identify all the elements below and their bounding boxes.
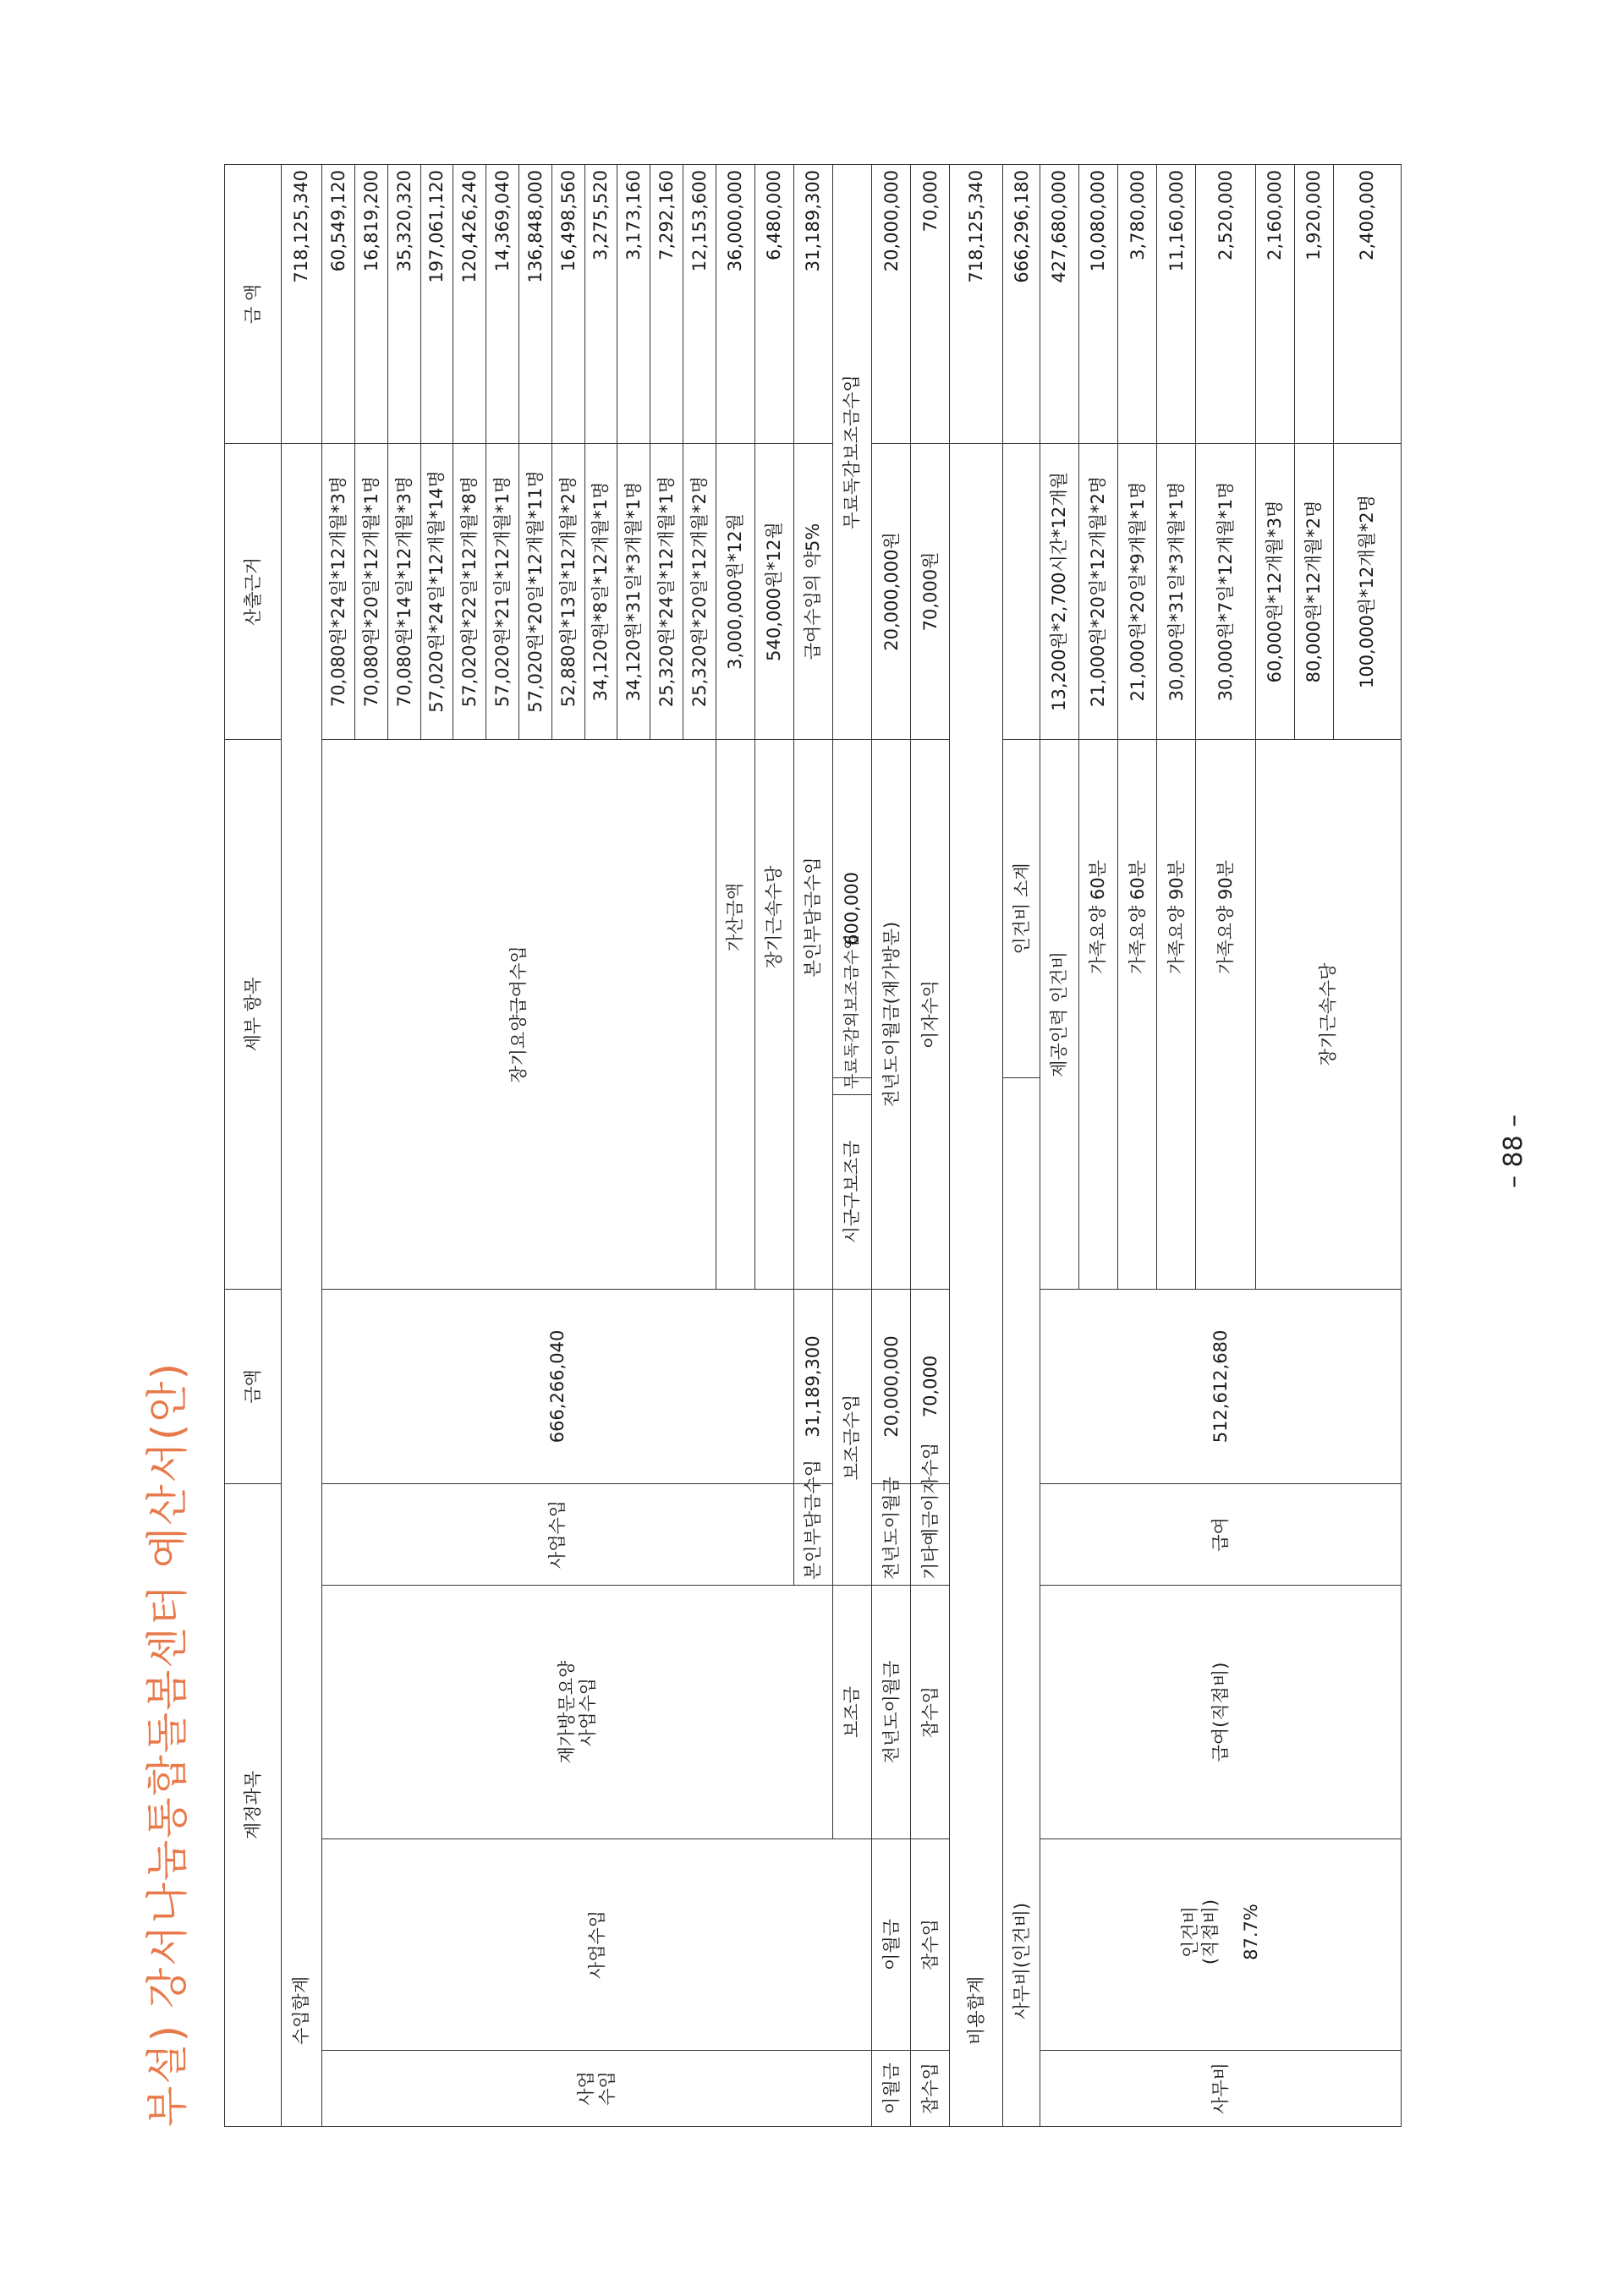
self-pay-section: 본인부담금수입 <box>793 1483 832 1585</box>
expense-group: 사무비 <box>1040 2051 1401 2127</box>
carryover-basis: 20,000,000원 <box>872 443 911 739</box>
longevity-amount: 2,160,000 <box>1255 164 1294 443</box>
ltc-amount: 60,549,120 <box>322 164 355 443</box>
extra-item: 가산금액 <box>716 739 754 1094</box>
section-business-amount: 666,266,040 <box>322 1289 794 1483</box>
expense-total-label: 비용합계 <box>950 443 1003 2050</box>
header-account: 계정과목 <box>225 1483 282 2126</box>
expense-subject: 급여(직접비) <box>1040 1586 1401 1839</box>
expense-sub <box>1040 1839 1401 2025</box>
expense-total-row <box>950 164 1003 2126</box>
misc-section: 기타예금이자수입 <box>911 1483 950 1585</box>
misc-item: 이자수익 <box>911 739 950 1289</box>
header-total: 금 액 <box>225 164 282 443</box>
ltc-amount: 3,173,160 <box>617 164 650 443</box>
ltc-basis: 34,120원*31일*3개월*1명 <box>617 443 650 739</box>
document-title: 부설) 강서나눔통합돌봄센터 예산서(안) <box>143 1361 192 2127</box>
extra-basis: 540,000원*12월 <box>754 443 793 739</box>
section-business-income: 사업수입 <box>322 1483 794 1585</box>
income-total-amount: 718,125,340 <box>281 164 322 443</box>
salary-item: 가족요양 60분 <box>1118 739 1157 1094</box>
income-total-label: 수입합계 <box>281 443 322 2050</box>
ltc-amount: 120,426,240 <box>453 164 486 443</box>
self-pay-basis: 급여수입의 약5% <box>793 443 832 739</box>
salary-basis: 30,000원*31일*3개월*1명 <box>1157 443 1196 739</box>
header-basis: 산출근거 <box>225 443 282 739</box>
ltc-basis: 70,080원*24일*12개월*3명 <box>322 443 355 739</box>
budget-table <box>224 164 1402 2127</box>
salary-item: 가족요양 60분 <box>1079 739 1118 1094</box>
personnel-row <box>1003 164 1040 2126</box>
ltc-basis: 57,020원*24일*12개월*14명 <box>420 443 453 739</box>
salary-amount: 3,780,000 <box>1118 164 1157 443</box>
ltc-basis: 57,020원*20일*12개월*11명 <box>518 443 551 739</box>
ltc-amount: 16,498,560 <box>551 164 584 443</box>
ltc-amount: 35,320,320 <box>387 164 420 443</box>
expense-total-amount: 718,125,340 <box>950 164 1003 443</box>
salary-basis: 30,000원*7일*12개월*1명 <box>1196 443 1255 739</box>
misc-group: 잡수입 <box>911 2051 950 2127</box>
self-pay-item: 본인부담금수입 <box>793 739 832 1094</box>
carryover-sub: 이월금 <box>872 1839 911 2051</box>
self-pay-amount: 31,189,300 <box>793 1289 832 1483</box>
self-pay-total: 31,189,300 <box>793 164 832 443</box>
ltc-amount: 3,275,520 <box>584 164 617 443</box>
expense-sub-label: 인건비 (직접비) <box>1179 1899 1221 1965</box>
ltc-amount: 14,369,040 <box>486 164 519 443</box>
longevity-amount: 1,920,000 <box>1294 164 1333 443</box>
ltc-basis: 70,080원*14일*12개월*3명 <box>387 443 420 739</box>
ltc-basis: 52,880원*13일*12개월*2명 <box>551 443 584 739</box>
ltc-basis: 70,080원*20일*12개월*1명 <box>354 443 387 739</box>
extra-amount: 36,000,000 <box>716 164 754 443</box>
ltc-amount: 197,061,120 <box>420 164 453 443</box>
subsidy-item: 무료독감보조금수입 <box>832 164 871 739</box>
salary-amount: 10,080,000 <box>1079 164 1118 443</box>
longevity-amount: 2,400,000 <box>1333 164 1401 443</box>
expense-section-amount: 512,612,680 <box>1040 1289 1401 1483</box>
ltc-row <box>322 164 355 2126</box>
page-number: – 88 – <box>1499 1114 1528 1188</box>
salary-amount: 11,160,000 <box>1157 164 1196 443</box>
personnel-label: 사무비(인건비) <box>1003 1077 1040 2025</box>
longevity-basis: 80,000원*12개월*2명 <box>1294 443 1333 739</box>
header-row <box>225 164 282 2126</box>
carryover-item: 전년도이월금(재가방문) <box>872 739 911 1289</box>
expense-ratio: 87.7% <box>1241 1904 1262 1960</box>
misc-sub: 잡수입 <box>911 1839 950 2051</box>
salary-amount: 2,520,000 <box>1196 164 1255 443</box>
carryover-section: 전년도이월금 <box>872 1483 911 1585</box>
subsidy-row <box>832 164 871 2126</box>
ltc-amount: 12,153,600 <box>683 164 716 443</box>
extra-item: 장기근속수당 <box>754 739 793 1094</box>
carryover-group: 이월금 <box>872 2051 911 2127</box>
subsidy-subject: 시군구보조금 <box>832 1094 871 1289</box>
longevity-basis: 60,000원*12개월*3명 <box>1255 443 1294 739</box>
salary-basis: 21,000원*20일*12개월*2명 <box>1079 443 1118 739</box>
ltc-basis: 34,120원*8일*12개월*1명 <box>584 443 617 739</box>
carryover-subject: 전년도이월금 <box>872 1586 911 1839</box>
subsidy-group: 보조금 <box>832 1586 871 1839</box>
subject-home-care: 재가방문요양 사업수입 <box>322 1586 833 1839</box>
longevity-basis: 100,000원*12개월*2명 <box>1333 443 1401 739</box>
salary-basis: 13,200원*2,700시간*12개월 <box>1040 443 1078 739</box>
salary-item: 가족요양 90분 <box>1196 739 1255 1094</box>
income-total-row <box>281 164 322 2126</box>
ltc-basis: 25,320원*20일*12개월*2명 <box>683 443 716 739</box>
expense-section: 급여 <box>1040 1483 1401 1585</box>
subsidy-sub: 보조금수입 <box>832 1289 871 1585</box>
ltc-amount: 136,848,000 <box>518 164 551 443</box>
carryover-row <box>872 164 911 2126</box>
ltc-basis: 57,020원*21일*12개월*1명 <box>486 443 519 739</box>
subsidy-section: 무료독감외보조금수입 <box>832 1077 871 1094</box>
extra-amount: 6,480,000 <box>754 164 793 443</box>
header-item: 세부 항목 <box>225 739 282 1289</box>
misc-basis: 70,000원 <box>911 443 950 739</box>
misc-subject: 잡수입 <box>911 1586 950 1839</box>
group-business-income-sub: 사업수입 <box>322 1839 872 2051</box>
ltc-amount: 16,819,200 <box>354 164 387 443</box>
subsidy-amount: 600,000 <box>832 739 871 1077</box>
misc-total: 70,000 <box>911 164 950 443</box>
ltc-basis: 25,320원*24일*12개월*1명 <box>650 443 683 739</box>
carryover-amount: 20,000,000 <box>872 1289 911 1483</box>
longevity-item: 장기근속수당 <box>1255 739 1401 1289</box>
ltc-basis: 57,020원*22일*12개월*8명 <box>453 443 486 739</box>
extra-basis: 3,000,000원*12월 <box>716 443 754 739</box>
header-amount: 금액 <box>225 1289 282 1483</box>
carryover-total: 20,000,000 <box>872 164 911 443</box>
ltc-amount: 7,292,160 <box>650 164 683 443</box>
salary-amount: 427,680,000 <box>1040 164 1078 443</box>
misc-amount: 70,000 <box>911 1289 950 1483</box>
ltc-item: 장기요양급여수입 <box>322 739 716 1289</box>
salary-item: 제공인력 인건비 <box>1040 739 1078 1289</box>
salary-basis: 21,000원*20일*9개월*1명 <box>1118 443 1157 739</box>
personnel-subtotal-amount: 666,296,180 <box>1003 164 1040 443</box>
personnel-subtotal-label: 인건비 소계 <box>1003 739 1040 1077</box>
group-business-income: 사업 수입 <box>322 2051 872 2127</box>
salary-item: 가족요양 90분 <box>1157 739 1196 1094</box>
misc-row <box>911 164 950 2126</box>
salary-row <box>1040 164 1078 2126</box>
